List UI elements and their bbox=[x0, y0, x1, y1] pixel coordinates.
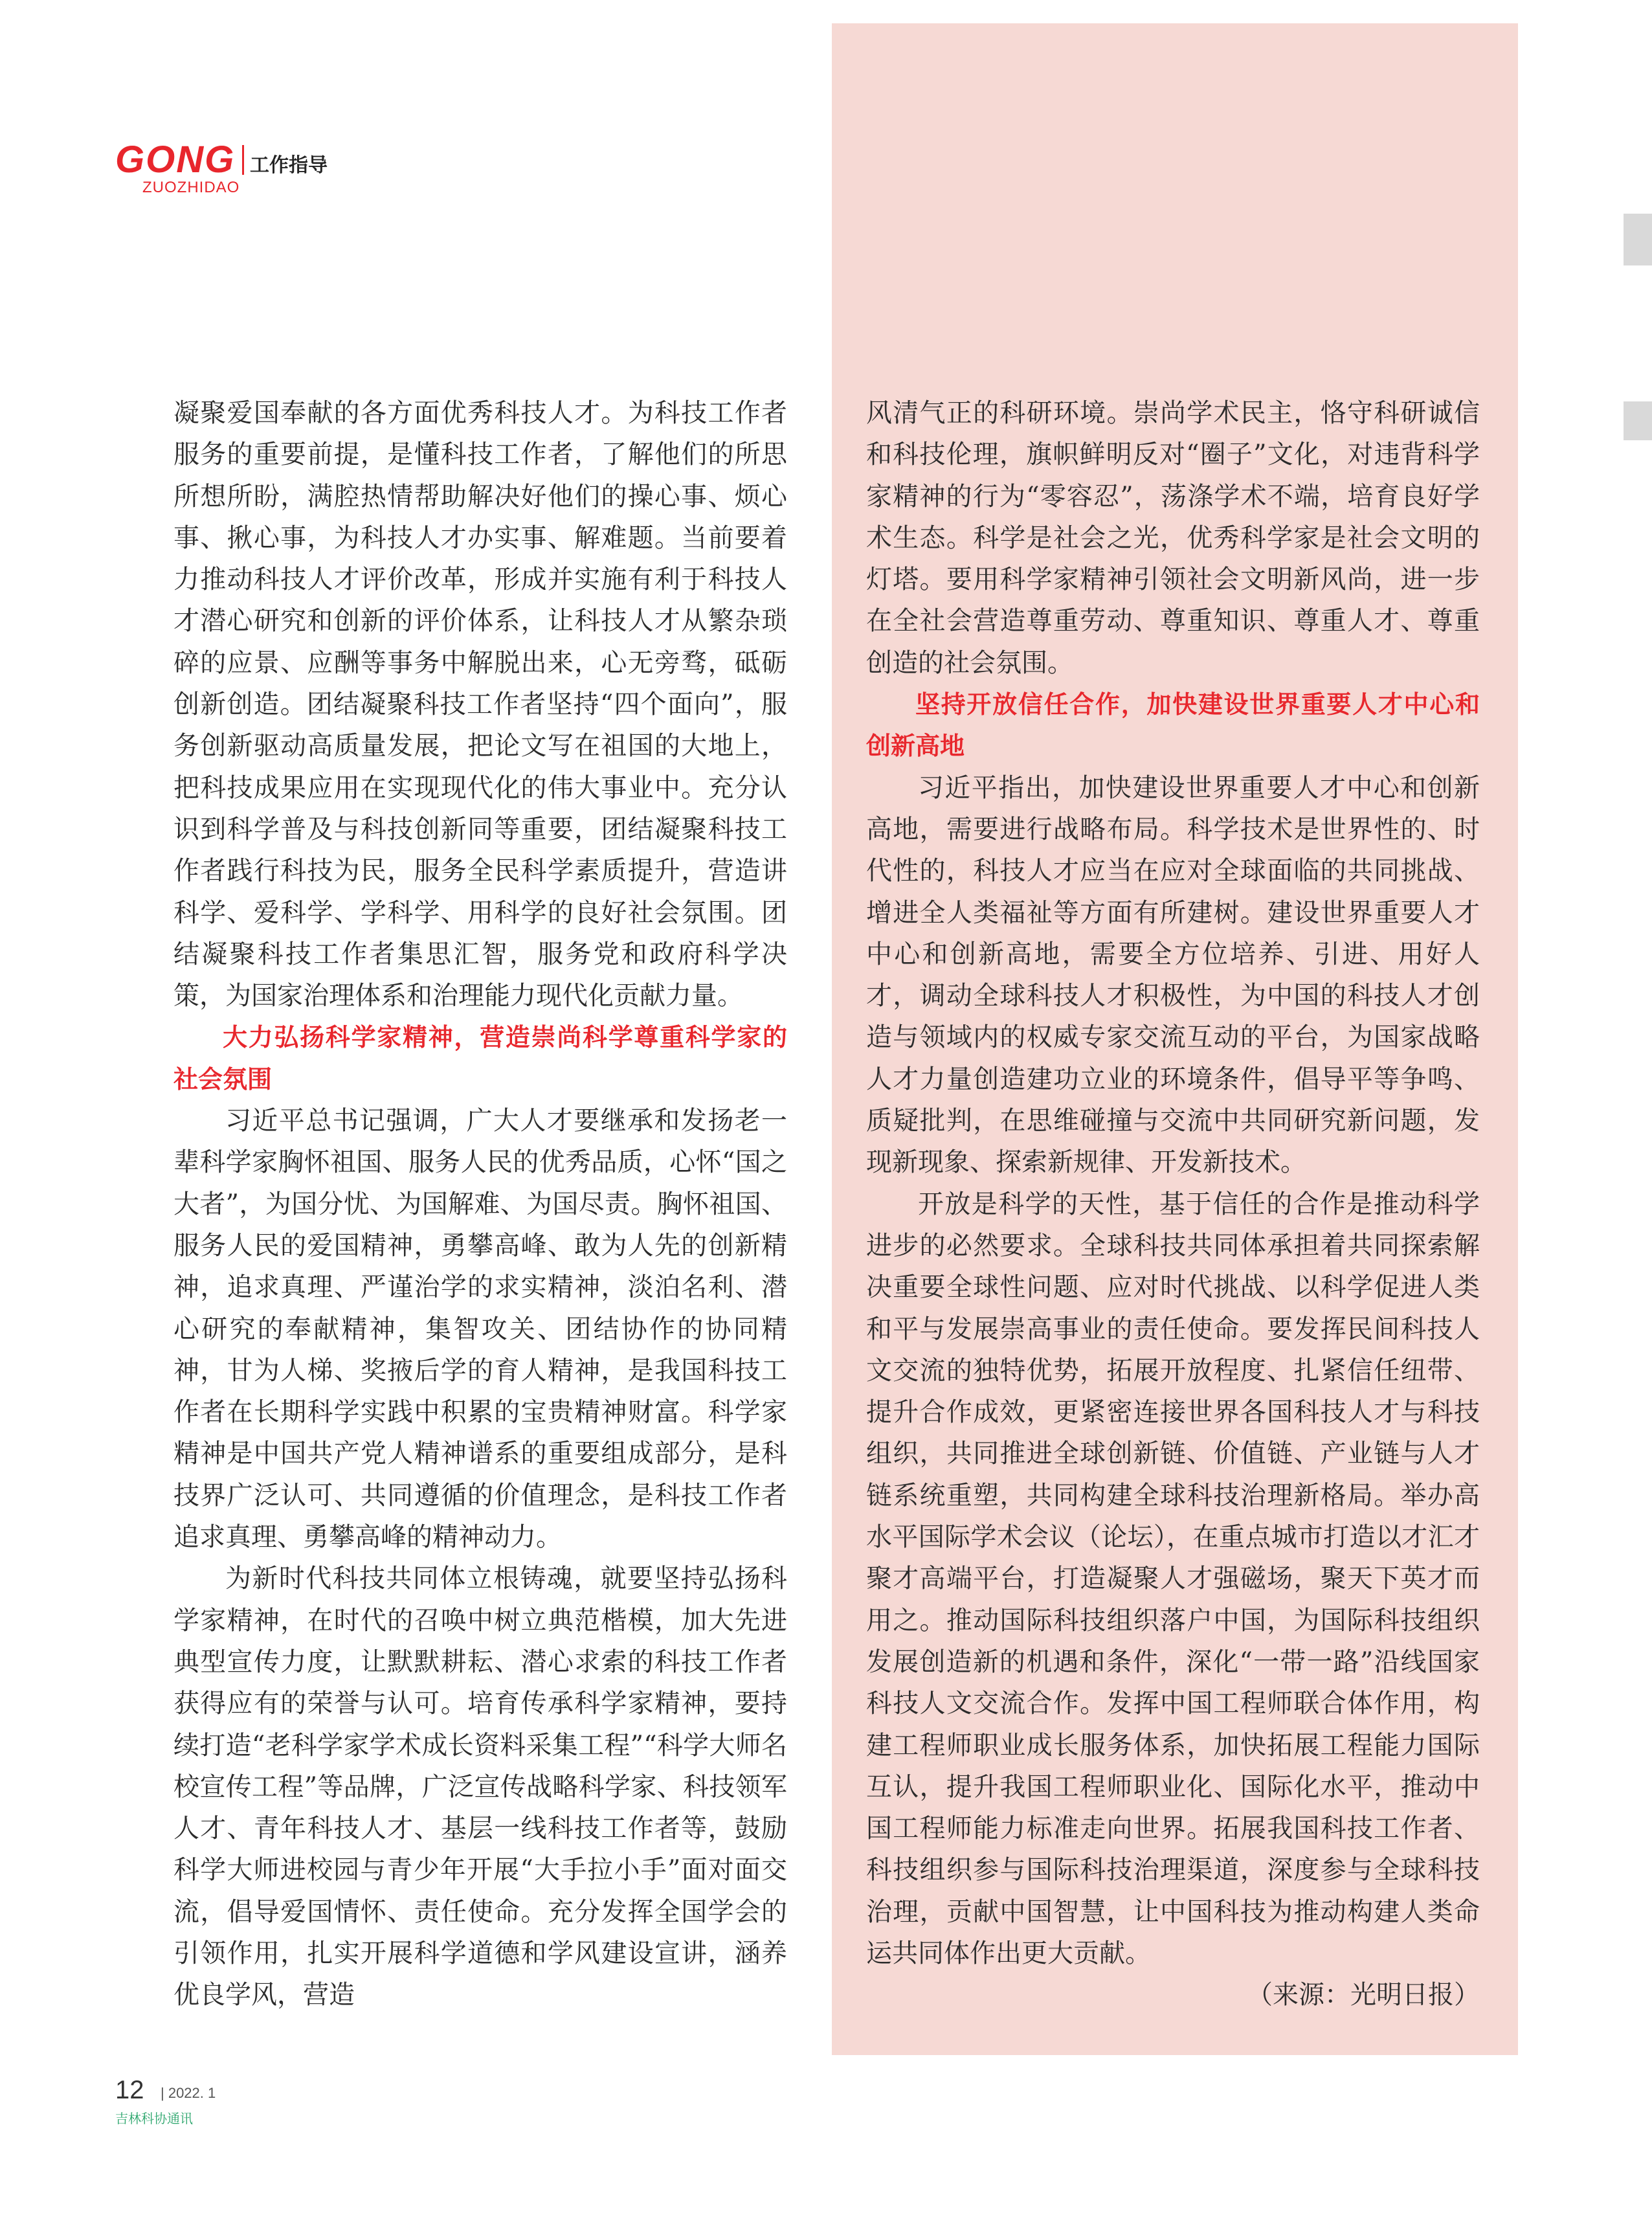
issue-label: | 2022. 1 bbox=[161, 2085, 216, 2101]
body-paragraph: 习近平总书记强调，广大人才要继承和发扬老一辈科学家胸怀祖国、服务人民的优秀品质，心怀“国之大者”，为国分忧、为国解难、为国尽责。胸怀祖国、服务人民的爱国精神，勇攀高峰、敢为人先的创新精神，追求真理、严谨治学的求实精神，淡泊名利、潜心研究的奉献精神，集智攻关、团结协作的协同精神，甘为人梯、奖掖后学的育人精神，是我国科技工作者在长期科学实践中积累的宝贵精神财富。科学家精神是中国共产党人精神谱系的重要组成部分，是科技界广泛认可、共同遵循的价值理念，是科技工作者追求真理、勇攀高峰的精神动力。 bbox=[173, 1106, 787, 1553]
page-number: 12 bbox=[115, 2076, 144, 2104]
publication-name: 吉林科协通讯 bbox=[115, 2111, 193, 2126]
body-paragraph: 习近平指出，加快建设世界重要人才中心和创新高地，需要进行战略布局。科学技术是世界性的、时代性的，科技人才应当在应对全球面临的共同挑战、增进全人类福祉等方面有所建树。建设世界重要人才中心和创新高地，需要全方位培养、引进、用好人才，调动全球科技人才积极性，为中国的科技人才创造与领域内的权威专家交流互动的平台，为国家战略人才力量创造建功立业的环境条件，倡导平等争鸣、质疑批判，在思维碰撞与交流中共同研究新问题，发现新现象、探索新规律、开发新技术。 bbox=[866, 772, 1480, 1178]
section-heading: 大力弘扬科学家精神，营造崇尚科学尊重科学家的社会氛围 bbox=[173, 1023, 787, 1094]
section-logo: GONG bbox=[115, 139, 236, 181]
page-edge-mark-bottom bbox=[1624, 401, 1652, 440]
article-source: （来源：光明日报） bbox=[1247, 1980, 1480, 2010]
page-edge-mark-top bbox=[1624, 214, 1652, 265]
logo-divider bbox=[242, 145, 244, 175]
body-paragraph: 风清气正的科研环境。崇尚学术民主，恪守科研诚信和科技伦理，旗帜鲜明反对“圈子”文化，对违背科学家精神的行为“零容忍”，荡涤学术不端，培育良好学术生态。科学是社会之光，优秀科学家是社会文明的灯塔。要用科学家精神引领社会文明新风尚，进一步在全社会营造尊重劳动、尊重知识、尊重人才、尊重创造的社会氛围。 bbox=[866, 398, 1480, 678]
section-heading: 坚持开放信任合作，加快建设世界重要人才中心和创新高地 bbox=[866, 690, 1480, 761]
body-paragraph: 凝聚爱国奉献的各方面优秀科技人才。为科技工作者服务的重要前提，是懂科技工作者，了解他们的所思所想所盼，满腔热情帮助解决好他们的操心事、烦心事、揪心事，为科技人才办实事、解难题。当前要着力推动科技人才评价改革，形成并实施有利于科技人才潜心研究和创新的评价体系，让科技人才从繁杂琐碎的应景、应酬等事务中解脱出来，心无旁骛，砥砺创新创造。团结凝聚科技工作者坚持“四个面向”，服务创新驱动高质量发展，把论文写在祖国的大地上，把科技成果应用在实现现代化的伟大事业中。充分认识到科学普及与科技创新同等重要，团结凝聚科技工作者践行科技为民，服务全民科学素质提升，营造讲科学、爱科学、学科学、用科学的良好社会氛围。团结凝聚科技工作者集思汇智，服务党和政府科学决策，为国家治理体系和治理能力现代化贡献力量。 bbox=[173, 398, 787, 1011]
left-column bbox=[173, 392, 787, 2016]
right-column bbox=[866, 392, 1480, 2016]
body-paragraph: 为新时代科技共同体立根铸魂，就要坚持弘扬科学家精神，在时代的召唤中树立典范楷模，加大先进典型宣传力度，让默默耕耘、潜心求索的科技工作者获得应有的荣誉与认可。培育传承科学家精神，要持续打造“老科学家学术成长资料采集工程”“科学大师名校宣传工程”等品牌，广泛宣传战略科学家、科技领军人才、青年科技人才、基层一线科技工作者等，鼓励科学大师进校园与青少年开展“大手拉小手”面对面交流，倡导爱国情怀、责任使命。充分发挥全国学会的引领作用，扎实开展科学道德和学风建设宣讲，涵养优良学风，营造 bbox=[173, 1564, 787, 2010]
section-title: 工作指导 bbox=[250, 154, 328, 177]
body-paragraph: 开放是科学的天性，基于信任的合作是推动科学进步的必然要求。全球科技共同体承担着共同探索解决重要全球性问题、应对时代挑战、以科学促进人类和平与发展崇高事业的责任使命。要发挥民间科技人文交流的独特优势，拓展开放程度、扎紧信任纽带、提升合作成效，更紧密连接世界各国科技人才与科技组织，共同推进全球创新链、价值链、产业链与人才链系统重塑，共同构建全球科技治理新格局。举办高水平国际学术会议（论坛），在重点城市打造以才汇才聚才高端平台，打造凝聚人才强磁场，聚天下英才而用之。推动国际科技组织落户中国，为国际科技组织发展创造新的机遇和条件，深化“一带一路”沿线国家科技人文交流合作。发挥中国工程师联合体作用，构建工程师职业成长服务体系，加快拓展工程能力国际互认，提升我国工程师职业化、国际化水平，推动中国工程师能力标准走向世界。拓展我国科技工作者、科技组织参与国际科技治理渠道，深度参与全球科技治理，贡献中国智慧，让中国科技为推动构建人类命运共同体作出更大贡献。 bbox=[866, 1189, 1480, 1968]
section-pinyin: ZUOZHIDAO bbox=[142, 179, 240, 196]
